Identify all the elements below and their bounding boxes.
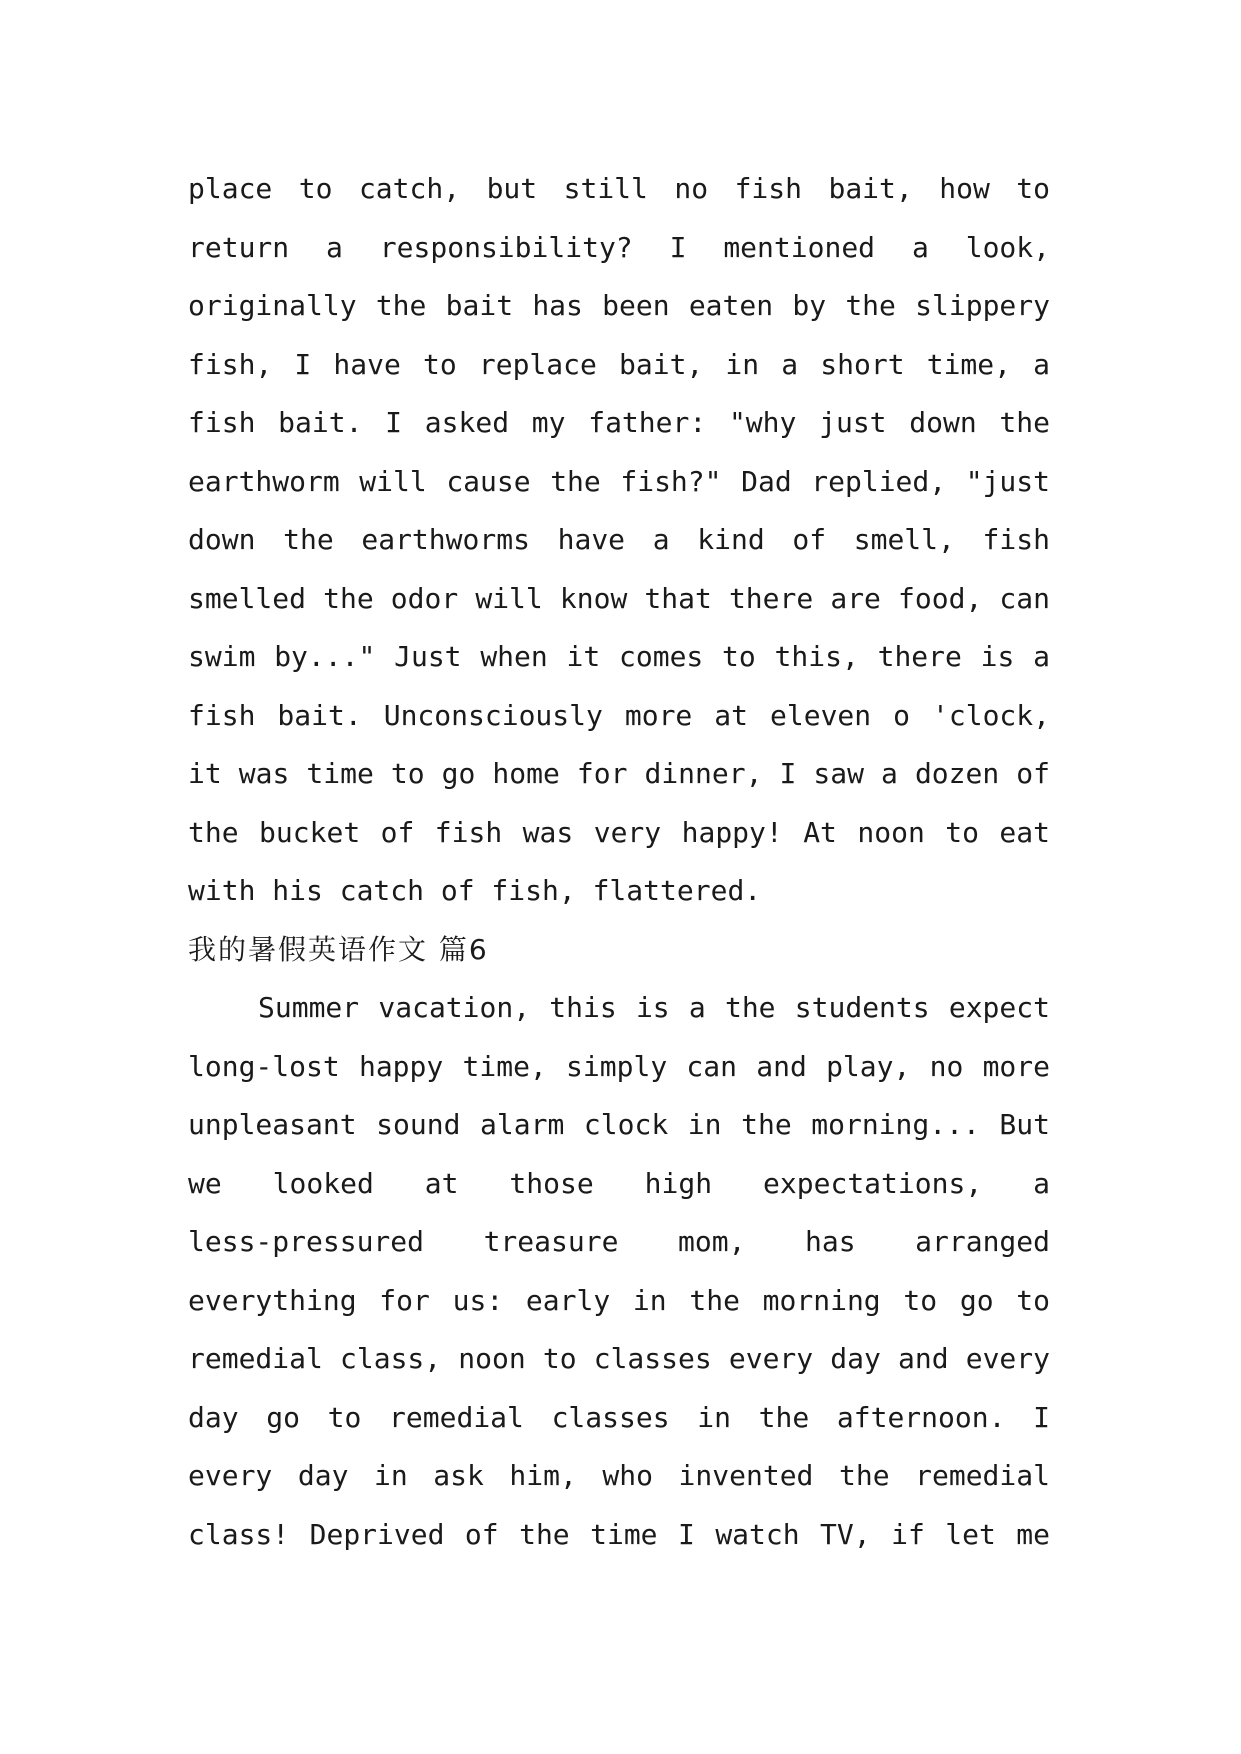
text-line: the bucket of fish was very happy! At noon to eat <box>188 815 1050 849</box>
document-body <box>188 160 1050 1564</box>
text-line: originally the bait has been eaten by the slippery <box>188 289 1050 322</box>
text-line: less-pressured treasure mom, has arranged <box>188 1225 1050 1258</box>
text-line: smelled the odor will know that there are food, can <box>188 581 1050 615</box>
text-line: unpleasant sound alarm clock in the morning... But <box>188 1108 1050 1141</box>
paragraph-fishing-story <box>188 160 1050 921</box>
section-heading: 我的暑假英语作文 篇6 <box>188 932 489 966</box>
text-line: class! Deprived of the time I watch TV, if let me <box>188 1517 1050 1551</box>
text-line: return a responsibility? I mentioned a look, <box>188 230 1050 264</box>
text-line: day go to remedial classes in the afternoon. I <box>188 1400 1050 1434</box>
text-line: long-lost happy time, simply can and play, no more <box>188 1049 1050 1083</box>
text-line: fish bait. I asked my father: "why just down the <box>188 406 1050 439</box>
paragraph-summer-vacation <box>188 979 1050 1564</box>
text-line: swim by..." Just when it comes to this, there is a <box>188 640 1050 673</box>
text-line: everything for us: early in the morning to go to <box>188 1283 1050 1317</box>
text-line: fish bait. Unconsciously more at eleven o 'clock, <box>188 698 1050 732</box>
text-line: remedial class, noon to classes every day and every <box>188 1342 1050 1375</box>
text-line: down the earthworms have a kind of smell, fish <box>188 523 1050 556</box>
text-line: every day in ask him, who invented the remedial <box>188 1459 1050 1492</box>
text-line: earthworm will cause the fish?" Dad replied, "just <box>188 464 1050 498</box>
text-line: Summer vacation, this is a the students expect <box>258 991 1050 1024</box>
text-line: place to catch, but still no fish bait, how to <box>188 172 1050 205</box>
text-line: with his catch of fish, flattered. <box>188 874 762 907</box>
text-line: fish, I have to replace bait, in a short time, a <box>188 347 1050 381</box>
text-line: we looked at those high expectations, a <box>188 1166 1050 1200</box>
text-line: it was time to go home for dinner, I saw a dozen of <box>188 757 1050 790</box>
